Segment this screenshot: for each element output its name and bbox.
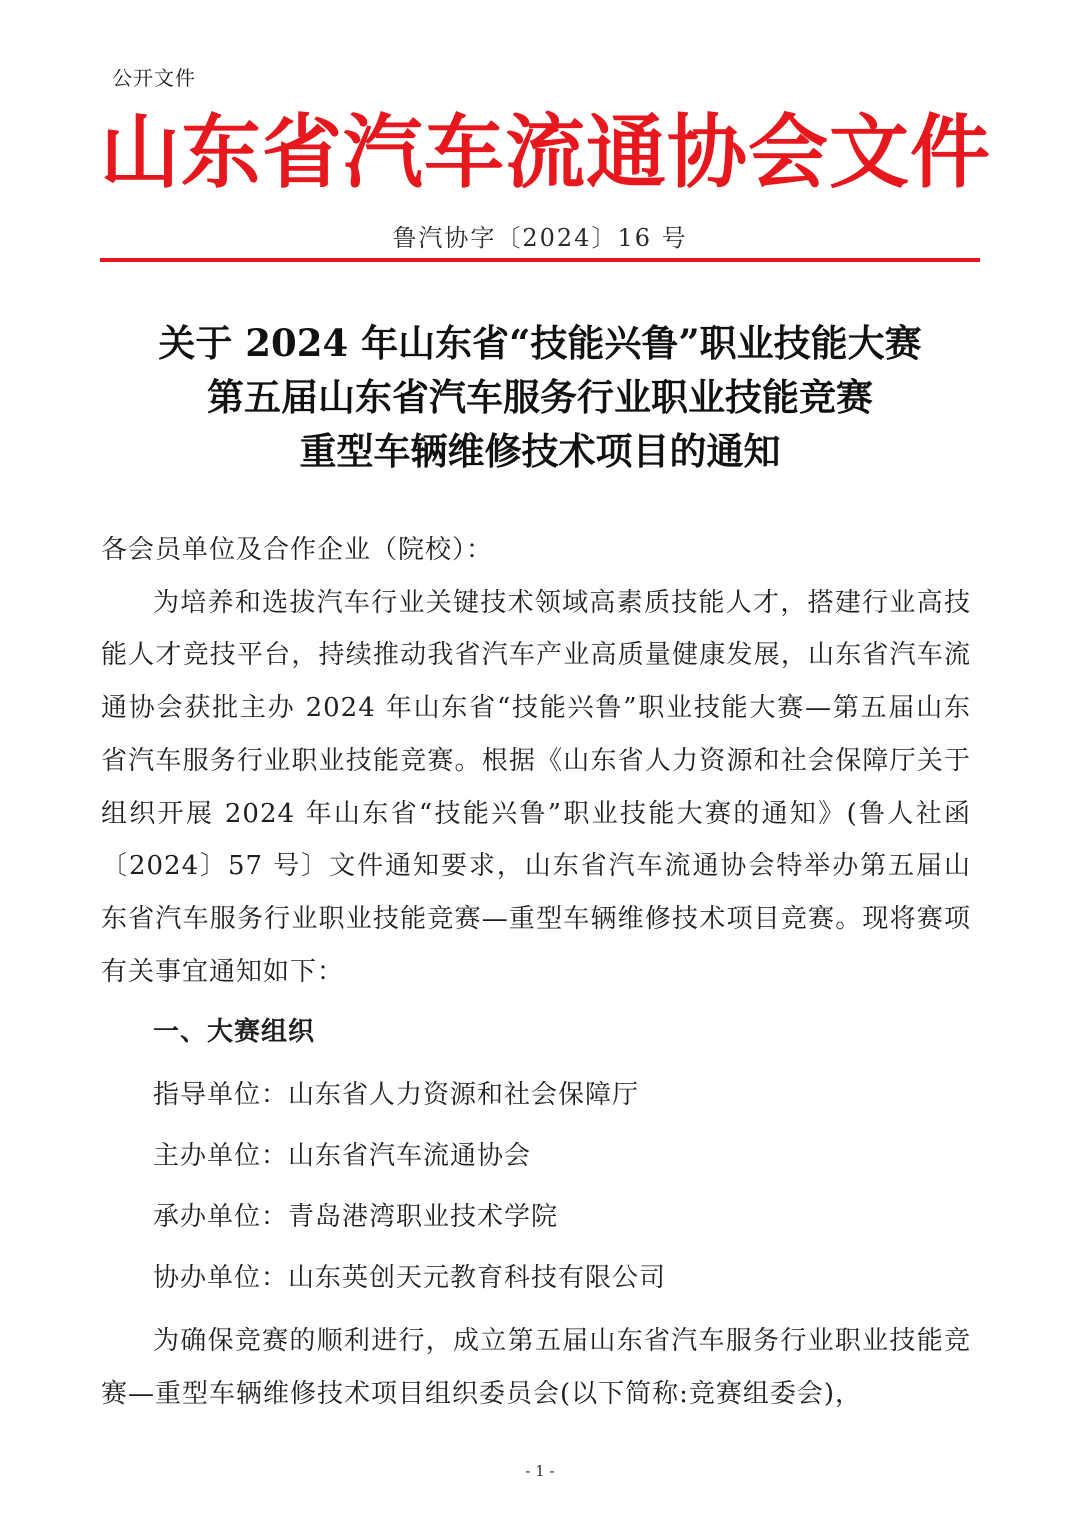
section-heading-organization: 一、大赛组织	[153, 1017, 316, 1048]
closing-paragraph: 为确保竞赛的顺利进行，成立第五届山东省汽车服务行业职业技能竞赛—重型车辆维修技术项目组织委员会(以下简称:竞赛组委会)，	[101, 1326, 971, 1409]
document-number: 鲁汽协字〔2024〕16 号	[392, 224, 688, 252]
notice-title-line-3: 重型车辆维修技术项目的通知	[299, 429, 781, 473]
notice-title-line-2: 第五届山东省汽车服务行业职业技能竞赛	[207, 375, 873, 419]
intro-paragraph: 为培养和选拔汽车行业关键技术领域高素质技能人才，搭建行业高技能人才竞技平台，持续推动我省汽车产业高质量健康发展，山东省汽车流通协会获批主办 2024 年山东省“技能兴鲁”职业技能大赛—第五届山东省汽车服务行业职业技能竞赛。根据《山东省人力资源和社会保障厅关于组织开展 2024 年山东省“技能兴鲁”职业技能大赛的通知》(鲁人社函〔2024〕57 号〕文件通知要求，山东省汽车流通协会特举办第五届山东省汽车服务行业职业技能竞赛—重型车辆维修技术项目竞赛。现将赛项有关事宜通知如下：	[101, 587, 971, 987]
notice-title-line-1: 关于 2024 年山东省“技能兴鲁”职业技能大赛	[158, 321, 922, 365]
page-number: - 1 -	[525, 1462, 555, 1480]
notice-title	[80, 316, 1000, 478]
unit-host: 主办单位：山东省汽车流通协会	[153, 1141, 532, 1172]
public-document-tag: 公开文件	[112, 66, 196, 90]
document-body	[101, 524, 971, 1420]
unit-organizer: 承办单位：青岛港湾职业技术学院	[153, 1202, 559, 1233]
red-divider-line	[100, 258, 980, 262]
unit-guiding: 指导单位：山东省人力资源和社会保障厅	[153, 1080, 640, 1111]
unit-co-organizer: 协办单位：山东英创天元教育科技有限公司	[153, 1263, 667, 1294]
masthead-title: 山东省汽车流通协会文件	[100, 106, 991, 199]
salutation: 各会员单位及合作企业（院校）：	[101, 535, 494, 565]
